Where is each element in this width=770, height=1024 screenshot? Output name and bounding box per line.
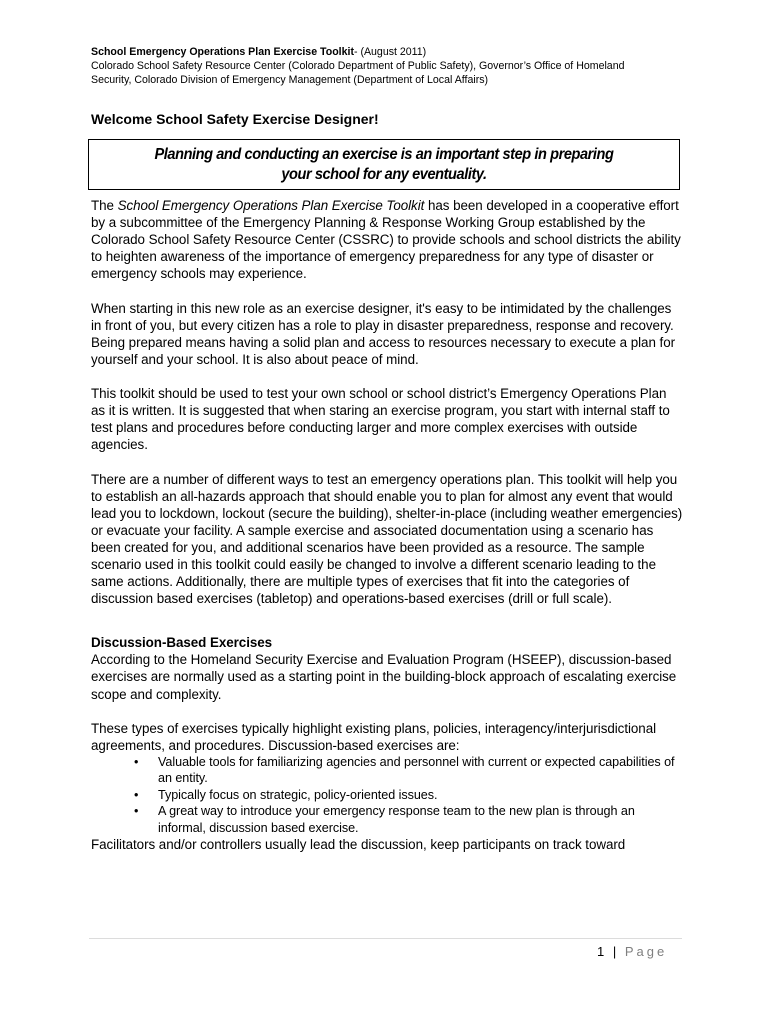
list-item (91, 787, 683, 803)
bullet-list (91, 754, 683, 836)
list-item-text: Typically focus on strategic, policy-oriented issues. (158, 787, 438, 802)
intro-post: has been developed in a cooperative effort by a subcommittee of the Emergency Planning & Response Working Group established by the Colorado School Safety Resource Center (CSSRC) to provide schools and school districts the ability to heighten awareness of the importance of emergency preparedness for any type of disaster or emergency schools may experience. (91, 198, 681, 282)
callout-box (88, 139, 680, 190)
callout-text: Planning and conducting an exercise is an important step in preparing your school for any eventuality. (154, 145, 614, 183)
paragraph-ways-to-test: There are a number of different ways to test an emergency operations plan. This toolkit will help you to establish an all-hazards approach that should enable you to plan for almost any event that would lead you to lockdown, lockout (secure the building), shelter-in-place (including weather emergencies) or evacuate your facility. A sample exercise and associated documentation using a scenario has been created for you, and additional scenarios have been provided as a resource. The sample scenario used in this toolkit could easily be changed to involve a different scenario leading to the same actions. Additionally, there are multiple types of exercises that fit into the categories of discussion based exercises (tabletop) and operations-based exercises (drill or full scale). (91, 471, 683, 607)
footer-divider (89, 938, 682, 939)
intro-italic-title: School Emergency Operations Plan Exercise Toolkit (117, 198, 425, 213)
bullet-icon: • (134, 754, 139, 769)
paragraph-role: When starting in this new role as an exercise designer, it's easy to be intimidated by the challenges in front of you, but every citizen has a role to play in disaster preparedness, response and recovery. Being prepared means having a solid plan and access to resources necessary to execute a plan for yourself and your school. It is also about peace of mind. (91, 300, 675, 367)
list-item-text: Valuable tools for familiarizing agencies and personnel with current or expected capabilities of an entity. (158, 754, 675, 786)
page-number: 1 (597, 944, 607, 959)
bullet-icon: • (134, 787, 139, 802)
welcome-heading: Welcome School Safety Exercise Designer! (91, 111, 379, 127)
list-item (91, 803, 683, 836)
intro-pre: The (91, 198, 118, 213)
paragraph-toolkit-use: This toolkit should be used to test your own school or school district’s Emergency Operations Plan as it is written. It is suggested that when staring an exercise program, you start with internal staff to test plans and procedures before conducting larger and more complex exercises with outside agencies. (91, 386, 670, 453)
bullet-icon: • (134, 804, 139, 819)
list-item-text: A great way to introduce your emergency response team to the new plan is through an informal, discussion based exercise. (158, 804, 635, 835)
header-line-3: Security, Colorado Division of Emergency Management (Department of Local Affairs) (91, 74, 489, 86)
section-heading: Discussion-Based Exercises (91, 635, 273, 651)
body-text (91, 197, 683, 870)
header-date: - (August 2011) (353, 46, 427, 58)
document-header (91, 45, 691, 87)
intro-paragraph (91, 197, 683, 282)
discussion-lead: These types of exercises typically highlight existing plans, policies, interagency/interjurisdictional agreements, and procedures. Discussion-based exercises are: (91, 720, 657, 753)
discussion-intro: According to the Homeland Security Exercise and Evaluation Program (HSEEP), discussion-based exercises are normally used as a starting point in the building-block approach of escalating exercise scope and complexity. (91, 652, 677, 702)
list-item (91, 754, 683, 787)
closing-paragraph: Facilitators and/or controllers usually lead the discussion, keep participants on track toward (91, 836, 626, 852)
header-line-2: Colorado School Safety Resource Center (Colorado Department of Public Safety), Governor’s Office of Homeland (91, 60, 625, 72)
toolkit-title: School Emergency Operations Plan Exercise Toolkit (91, 46, 354, 58)
page-separator: | (612, 944, 619, 959)
page-label: Page (624, 944, 668, 959)
page-footer (597, 944, 667, 959)
